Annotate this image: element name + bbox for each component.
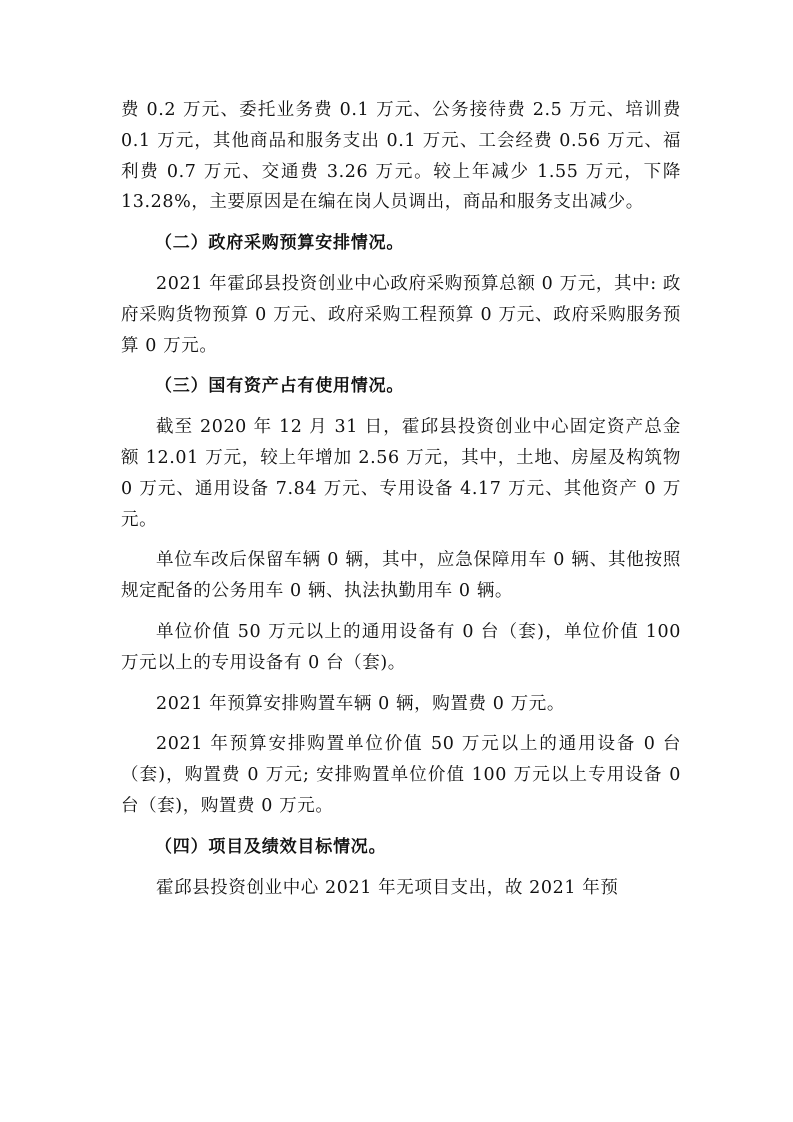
document-body: [121, 95, 681, 903]
paragraph-vehicles: 单位车改后保留车辆 0 辆，其中，应急保障用车 0 辆、其他按照规定配备的公务用车 0 辆、执法执勤用车 0 辆。: [121, 550, 681, 602]
paragraph-vehicle-purchase: 2021 年预算安排购置车辆 0 辆，购置费 0 万元。: [156, 693, 565, 714]
paragraph-fixed-assets: 截至 2020 年 12 月 31 日，霍邱县投资创业中心固定资产总金额 12.01 万元，较上年增加 2.56 万元，其中，土地、房屋及构筑物 0 万元、通用设备 7.84 万元、专用设备 4.17 万元、其他资产 0 万元。: [121, 417, 681, 530]
paragraph-procurement-budget: 2021 年霍邱县投资创业中心政府采购预算总额 0 万元，其中: 政府采购货物预算 0 万元、政府采购工程预算 0 万元、政府采购服务预算 0 万元。: [121, 273, 681, 356]
paragraph-expense-summary: 费 0.2 万元、委托业务费 0.1 万元、公务接待费 2.5 万元、培训费 0.1 万元，其他商品和服务支出 0.1 万元、工会经费 0.56 万元、福利费 0.7 万元、交通费 3.26 万元。较上年减少 1.55 万元，下降 13.28%，主要原因是在编在岗人员调出，商品和服务支出减少。: [121, 100, 681, 213]
paragraph-equipment-value: 单位价值 50 万元以上的通用设备有 0 台（套)，单位价值 100 万元以上的专用设备有 0 台（套)。: [121, 621, 681, 673]
heading-government-procurement: （二）政府采购预算安排情况。: [155, 233, 405, 254]
paragraph-project-expenditure: 霍邱县投资创业中心 2021 年无项目支出，故 2021 年预: [156, 877, 619, 898]
paragraph-equipment-purchase: 2021 年预算安排购置单位价值 50 万元以上的通用设备 0 台（套)，购置费 0 万元; 安排购置单位价值 100 万元以上专用设备 0 台（套)，购置费 0 万元。: [121, 734, 681, 816]
heading-state-assets: （三）国有资产占有使用情况。: [155, 376, 405, 397]
heading-projects-performance: （四）项目及绩效目标情况。: [155, 836, 387, 857]
